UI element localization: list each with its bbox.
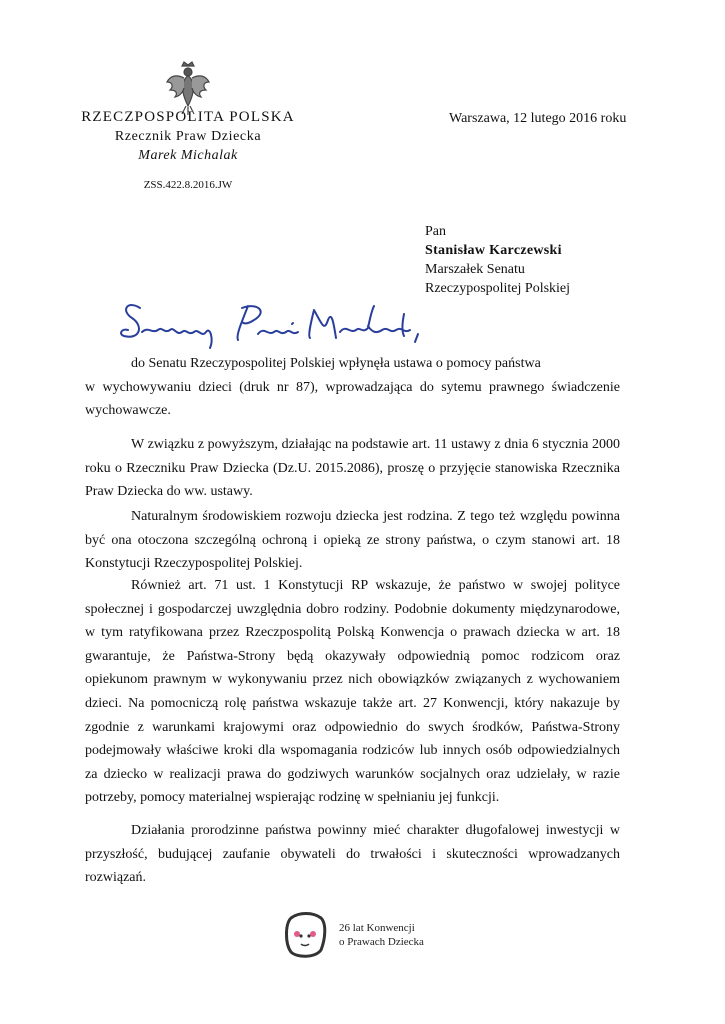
paragraph-2: W związku z powyższym, działając na podstawie art. 11 ustawy z dnia 6 stycznia 2000 roku o Rzeczniku Praw Dziecka (Dz.U. 2015.2086), proszę o przyjęcie stanowiska Rzecznika Praw Dziecka do ww. ustawy.: [85, 437, 620, 500]
handwritten-greeting-picture: [118, 296, 438, 356]
paragraph-5: Działania prorodzinne państwa powinny mieć charakter długofalowej inwestycji w przyszłość, budującej zaufanie obywateli do trwałości i skuteczności wprowadzanych rozwiązań.: [85, 823, 620, 886]
date-line: Warszawa, 12 lutego 2016 roku: [449, 111, 627, 126]
recipient-institution: Rzeczypospolitej Polskiej: [425, 281, 571, 296]
recipient-name: Stanisław Karczewski: [425, 243, 562, 258]
paragraph-1-rest: w wychowywaniu dzieci (druk nr 87), wprowadzająca do sytemu prawnego świadczenie wychowawcze.: [85, 379, 620, 419]
convention-logo-icon: [283, 910, 327, 960]
country-heading: RZECZPOSPOLITA POLSKA: [81, 109, 295, 125]
footer-line-2: o Prawach Dziecka: [339, 936, 424, 948]
paragraph-1-first-line: do Senatu Rzeczypospolitej Polskiej wpłynęła ustawa o pomocy państwa: [131, 356, 541, 371]
official-name: Marek Michalak: [138, 148, 238, 163]
footer-line-1: 26 lat Konwencji: [339, 922, 415, 934]
recipient-title: Marszałek Senatu: [425, 262, 525, 277]
paragraph-3: Naturalnym środowiskiem rozwoju dziecka jest rodzina. Z tego też względu powinna być ona otoczona szczególną ochroną i opieką ze strony państwa, o czym stanowi art. 18 Konstytucji Rzeczypospolitej Polskiej.: [85, 509, 620, 572]
office-name: Rzecznik Praw Dziecka: [114, 129, 262, 144]
recipient-salutation: Pan: [425, 224, 446, 239]
footer-caption: [339, 921, 424, 949]
reference-number: ZSS.422.8.2016.JW: [143, 179, 233, 191]
polish-eagle-emblem-icon: [164, 60, 212, 116]
paragraph-4: Również art. 71 ust. 1 Konstytucji RP wskazuje, że państwo w swojej polityce społecznej i gospodarczej uwzględnia dobro rodziny. Podobnie dokumenty międzynarodowe, w tym ratyfikowana przez Rzeczpospolitą Polską Konwencja o prawach dziecka w art. 18 gwarantuje, że Państwa-Strony będą okazywały odpowiednią pomoc rodzicom oraz opiekunom prawnym w wykonywaniu przez nich obowiązków związanych z wychowaniem dzieci. Na pomocniczą rolę państwa wskazuje także art. 27 Konwencji, który nakazuje by zgodnie z warunkami krajowymi oraz odpowiednio do swych środków, Państwa-Strony podejmowały właściwe kroki dla wspomagania rodziców lub innych osób odpowiedzialnych za dziecko w realizacji prawa do godziwych warunków socjalnych oraz udzielały, w razie potrzeby, pomocy materialnej wspierając rodzinę w spełnianiu jej funkcji.: [85, 578, 620, 806]
